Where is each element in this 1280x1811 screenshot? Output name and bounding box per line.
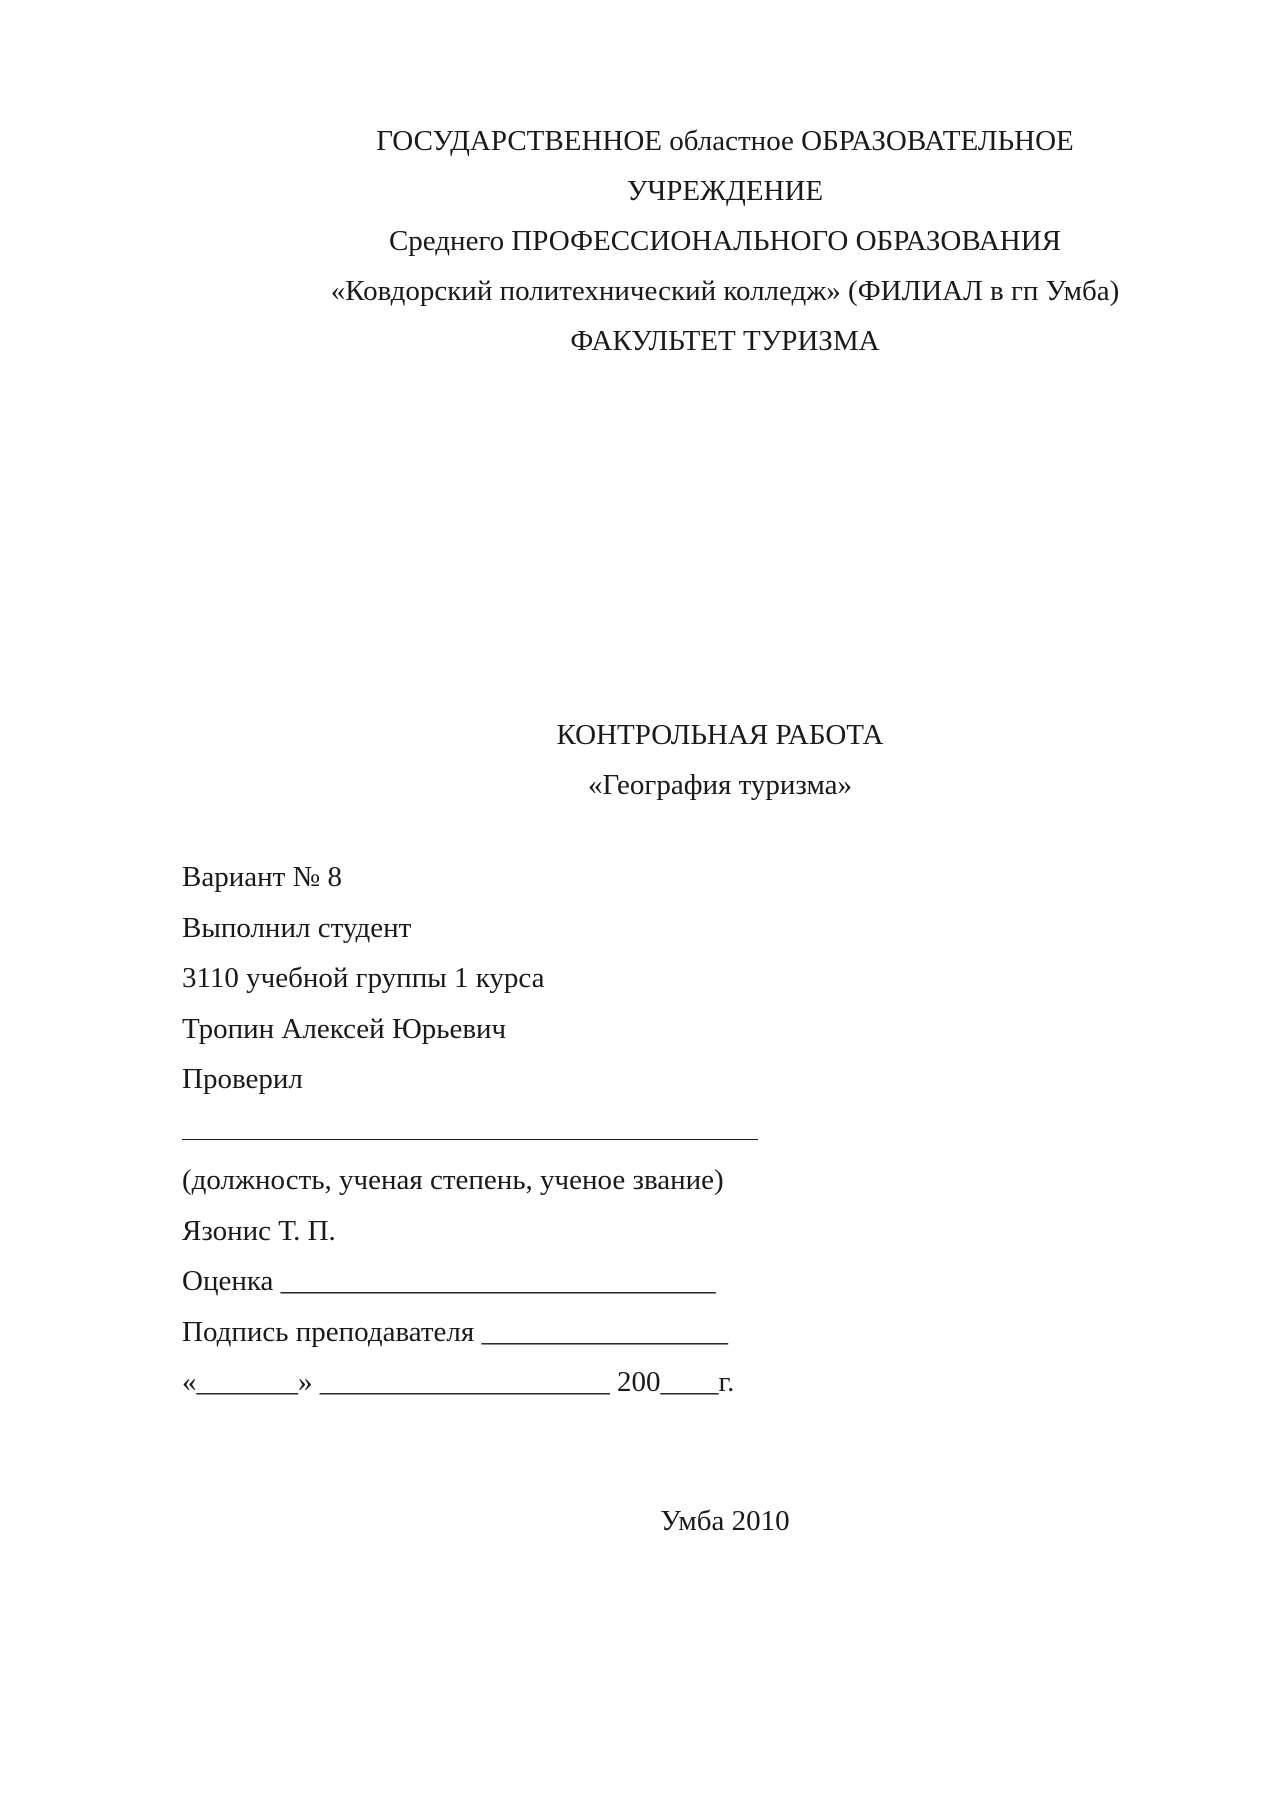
work-type: КОНТРОЛЬНАЯ РАБОТА bbox=[556, 719, 884, 751]
student-name: Тропин Алексей Юрьевич bbox=[182, 1012, 507, 1045]
checked-by-label: Проверил bbox=[182, 1063, 303, 1095]
teacher-name: Язонис Т. П. bbox=[182, 1214, 336, 1247]
work-title bbox=[420, 710, 1020, 810]
checker-blank-line bbox=[182, 1105, 1082, 1156]
header-line-1: ГОСУДАРСТВЕННОЕ областное ОБРАЗОВАТЕЛЬНОЕ bbox=[376, 125, 1074, 157]
place-year: Умба 2010 bbox=[660, 1505, 790, 1537]
work-subject: «География туризма» bbox=[588, 769, 852, 801]
blank-underline bbox=[182, 1139, 758, 1140]
grade-field: Оценка ______________________________ bbox=[182, 1265, 716, 1297]
signature-field: Подпись преподавателя _________________ bbox=[182, 1315, 728, 1348]
institution-header bbox=[300, 116, 1150, 366]
header-line-4: «Ковдорский политехнический колледж» (ФИЛИАЛ в гп Умба) bbox=[330, 275, 1120, 307]
student-group: 3110 учебной группы 1 курса bbox=[182, 962, 545, 994]
header-line-5: ФАКУЛЬТЕТ ТУРИЗМА bbox=[570, 325, 880, 357]
position-hint: (должность, ученая степень, ученое звание) bbox=[182, 1164, 724, 1196]
student-info bbox=[182, 852, 1082, 1408]
variant-number: Вариант № 8 bbox=[182, 861, 342, 893]
date-field: «_______» ____________________ 200____г. bbox=[182, 1366, 735, 1398]
performed-by-label: Выполнил студент bbox=[182, 911, 412, 944]
header-line-3: Среднего ПРОФЕССИОНАЛЬНОГО ОБРАЗОВАНИЯ bbox=[388, 225, 1062, 257]
header-line-2: УЧРЕЖДЕНИЕ bbox=[626, 175, 824, 207]
